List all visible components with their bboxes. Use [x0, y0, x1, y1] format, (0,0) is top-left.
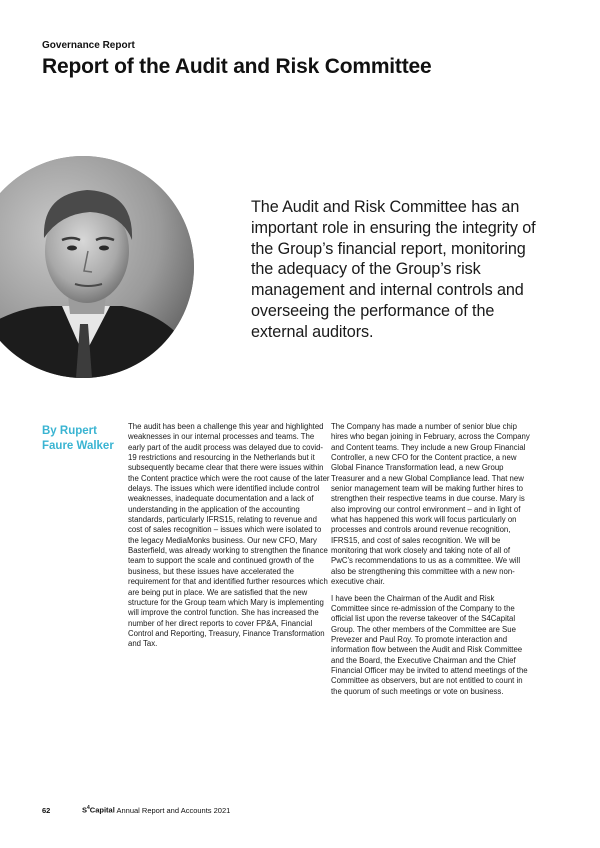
brand-name — [82, 805, 115, 815]
paragraph: The audit has been a challenge this year and highlighted weaknesses in our internal processes and teams. The early part of the audit process was delayed due to covid-19 restrictions and resourcing in the Netherlands but it subsequently became clear that there were issues within the Content practice which were the root cause of the later delays. The issues which were identified include control weaknesses, inadequate documentation and a lack of understanding in the application of the accounting standards, particularly IFRS15, relating to revenue and cost of sales recognition – issues which were isolated to the legacy MediaMonks business. Our new CFO, Mary Basterfield, was already working to strengthen the finance team to support the scale and continued growth of the business, but these issues have accelerated the requirement for that and identified further resources which are being put in place. We are satisfied that the new structure for the Group team which Mary is implementing will improve the control function. She has increased the number of her direct reports to cover FP&A, Financial Control and Reporting, Treasury, Finance Transformation and Tax. — [128, 422, 330, 649]
brand-prefix: S — [82, 805, 88, 815]
byline-line-2: Faure Walker — [42, 439, 114, 452]
page-title: Report of the Audit and Risk Committee — [42, 55, 432, 78]
body-column-1 — [128, 422, 330, 656]
body-column-2 — [331, 422, 533, 703]
page-number: 62 — [42, 805, 51, 815]
brand-suffix: Capital — [89, 805, 115, 815]
byline-line-1: By Rupert — [42, 425, 97, 437]
pull-quote: The Audit and Risk Committee has an important role in ensuring the integrity of the Group’s financial report, monitoring the adequacy of the Group’s risk management and internal controls and overseeing the performance of the external auditors. — [251, 198, 536, 341]
section-label: Governance Report — [42, 40, 135, 51]
portrait-photo — [0, 156, 194, 378]
page-footer — [42, 805, 230, 815]
publication-title: Annual Report and Accounts 2021 — [114, 805, 231, 815]
paragraph: The Company has made a number of senior blue chip hires who began joining in February, across the Company and Content teams. They include a new Group Financial Controller, a new CFO for the Content practice, a new Global Finance Transformation lead, a new Group Treasurer and a new Global Compliance lead. That new senior management team will be making further hires to strengthen their respective teams in due course. Mary is also improving our control environment – and in light of what has happened this work will focus particularly on processes and controls around revenue recognition, IFRS15, and cost of sales recognition. We will be monitoring that work closely and taking note of all of PwC’s recommendations to us as a committee. We will also be strengthening this committee with a new non-executive chair. — [331, 422, 530, 587]
brand-superscript: 4 — [87, 805, 90, 811]
byline — [42, 424, 116, 453]
paragraph: I have been the Chairman of the Audit and Risk Committee since re-admission of the Company to the official list upon the reverse takeover of the S4Capital Group. The other members of the Committee are Sue Prevezer and Paul Roy. To promote interaction and information flow between the Audit and Risk Committee and the Board, the Executive Chairman and the Chief Financial Officer may be invited to attend meetings of the Committee as observers, but are not entitled to count in the quorum of such meetings or vote on business. — [331, 593, 528, 696]
